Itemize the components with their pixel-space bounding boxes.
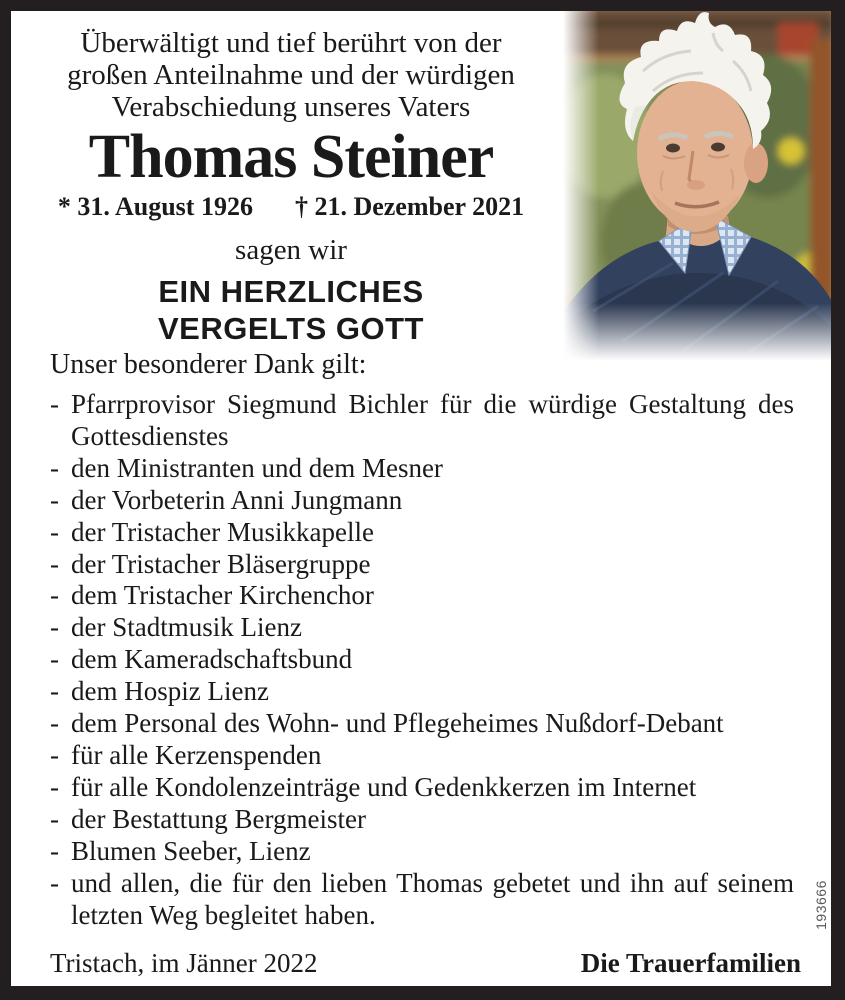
list-item-text: der Tristacher Bläsergruppe [71, 548, 371, 579]
list-item-marker: - [50, 867, 59, 898]
list-item-marker: - [50, 708, 59, 739]
intro-text [41, 27, 541, 123]
birth-date: * 31. August 1926 [57, 192, 253, 221]
list-item-marker: - [50, 452, 59, 483]
list-item-marker: - [50, 389, 59, 419]
list-item-text: dem Kameradschaftsbund [71, 644, 353, 675]
list-item-marker: - [50, 644, 59, 675]
intro-line-1: Überwältigt und tief berührt von der [80, 27, 502, 59]
list-item-marker: - [50, 835, 59, 866]
life-dates [41, 192, 541, 222]
list-item [50, 453, 794, 485]
list-item [50, 868, 794, 932]
list-item-marker: - [50, 803, 59, 834]
list-item-text: Pfarrprovisor Siegmund Bichler für die würdige Gestaltung des Gottesdienstes [71, 389, 794, 451]
list-item-text: für alle Kerzenspenden [71, 739, 322, 770]
signature: Die Trauerfamilien [580, 948, 801, 978]
list-item [50, 517, 794, 549]
list-item-text: und allen, die für den lieben Thomas gebetet und ihn auf seinem letzten Weg begleitet haben. [71, 867, 794, 930]
list-item [50, 708, 794, 740]
list-item [50, 549, 794, 581]
deceased-name: Thomas Steiner [88, 123, 494, 191]
list-item-marker: - [50, 548, 59, 579]
list-item-text: der Tristacher Musikkapelle [71, 516, 374, 547]
thanks-section [50, 348, 794, 931]
intro-line-2: großen Anteilnahme und der würdigen [67, 59, 515, 91]
list-item-text: dem Personal des Wohn- und Pflegeheimes Nußdorf-Debant [71, 708, 724, 739]
portrait-photo-graphic [563, 11, 831, 361]
list-item [50, 644, 794, 676]
headline-line-1: EIN HERZLICHES [158, 274, 424, 309]
obituary-card [11, 11, 831, 986]
place-date: Tristach, im Jänner 2022 [50, 948, 318, 978]
list-item [50, 612, 794, 644]
death-date: † 21. Dezember 2021 [294, 192, 525, 221]
headline-line-2: VERGELTS GOTT [158, 311, 424, 346]
list-item-marker: - [50, 676, 59, 707]
list-item-marker: - [50, 771, 59, 802]
list-item-text: dem Tristacher Kirchenchor [71, 580, 374, 611]
list-item-text: dem Hospiz Lienz [71, 676, 269, 707]
list-item [50, 676, 794, 708]
portrait-photo [563, 11, 831, 361]
list-item [50, 580, 794, 612]
list-item [50, 485, 794, 517]
thanks-intro: Unser besonderer Dank gilt: [50, 349, 367, 380]
reference-number: 193666 [813, 880, 829, 930]
list-item-text: der Vorbeterin Anni Jungmann [71, 484, 403, 515]
list-item-text: der Bestattung Bergmeister [71, 803, 366, 834]
list-item [50, 804, 794, 836]
list-item [50, 389, 794, 453]
list-item-text: der Stadtmusik Lienz [71, 612, 302, 643]
headline [41, 273, 541, 347]
list-item-text: Blumen Seeber, Lienz [71, 835, 311, 866]
list-item-marker: - [50, 612, 59, 643]
list-item-text: für alle Kondolenzeinträge und Gedenkkerzen im Internet [71, 771, 697, 802]
header-block [41, 17, 541, 347]
thanks-list [50, 389, 794, 931]
intro-line-3: Verabschiedung unseres Vaters [111, 91, 471, 123]
sagen-wir-text: sagen wir [235, 234, 347, 266]
list-item [50, 740, 794, 772]
list-item-marker: - [50, 739, 59, 770]
list-item [50, 772, 794, 804]
list-item [50, 836, 794, 868]
list-item-marker: - [50, 580, 59, 611]
footer [50, 947, 801, 979]
list-item-marker: - [50, 484, 59, 515]
list-item-text: den Ministranten und dem Mesner [71, 452, 443, 483]
list-item-marker: - [50, 516, 59, 547]
